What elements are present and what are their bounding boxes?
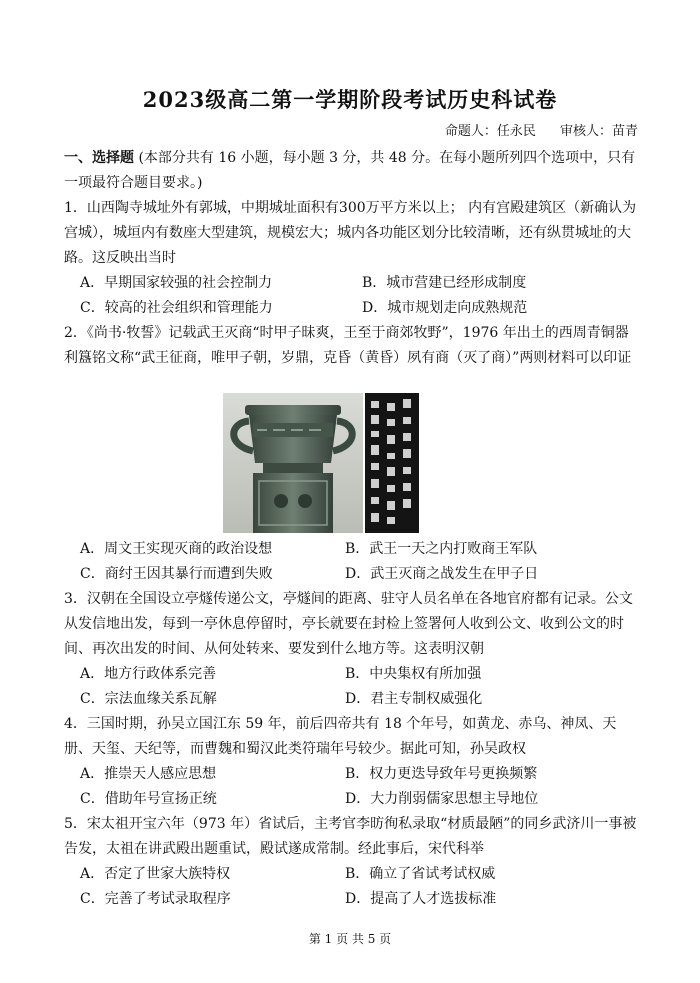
section-label: 一、选择题 xyxy=(64,150,134,166)
bronze-vessel-and-inscription-image xyxy=(223,393,419,533)
reviewer-name: 审核人：苗青 xyxy=(559,124,638,139)
question-4-options-row-2 xyxy=(80,787,640,812)
option-2d: D．武王灭商之战发生在甲子日 xyxy=(345,566,539,582)
option-2c: C．商纣王因其暴行而遭到失败 xyxy=(80,566,273,582)
question-1-options-row-1 xyxy=(80,271,640,296)
exam-title: 2023级高二第一学期阶段考试历史科试卷 xyxy=(142,87,558,112)
option-4b: B．权力更迭导致年号更换频繁 xyxy=(345,766,538,782)
question-4-stem: 4．三国时期，孙吴立国江东 59 年，前后四帝共有 18 个年号，如黄龙、赤乌、神凤、天册、天玺、天纪等，而曹魏和蜀汉此类符瑞年号较少。据此可知，孙吴政权 xyxy=(64,716,617,757)
option-3d: D．君主专制权威强化 xyxy=(345,691,483,707)
question-1-options-row-2 xyxy=(80,296,640,321)
option-3a: A．地方行政体系完善 xyxy=(80,666,217,682)
authors-line xyxy=(425,120,638,139)
question-5-options-row-2 xyxy=(80,887,640,912)
question-2-options-row-1 xyxy=(80,537,640,562)
option-5b: B．确立了省试考试权威 xyxy=(345,866,496,882)
question-3-options-row-2 xyxy=(80,687,640,712)
option-1d: D．城市规划走向成熟规范 xyxy=(362,300,528,316)
option-1a: A．早期国家较强的社会控制力 xyxy=(80,275,273,291)
option-5c: C．完善了考试录取程序 xyxy=(80,891,231,907)
option-5d: D．提高了人才选拔标准 xyxy=(345,891,497,907)
option-4d: D．大力削弱儒家思想主导地位 xyxy=(345,791,539,807)
question-3-options-row-1 xyxy=(80,662,640,687)
question-5-stem: 5．宋太祖开宝六年（973 年）省试后，主考官李昉徇私录取“材质最陋”的同乡武济川一事被告发，太祖在讲武殿出题重试，殿试遂成常制。经此事后，宋代科举 xyxy=(64,816,637,857)
question-4-options-row-1 xyxy=(80,762,640,787)
option-3b: B．中央集权有所加强 xyxy=(345,666,482,682)
option-2a: A．周文王实现灭商的政治设想 xyxy=(80,541,273,557)
question-2-options-row-2 xyxy=(80,562,640,587)
section-instructions: (本部分共有 16 小题，每小题 3 分，共 48 分。在每小题所列四个选项中，只有一项最符合题目要求。) xyxy=(64,150,636,191)
option-1c: C．较高的社会组织和管理能力 xyxy=(80,300,273,316)
page-number: 第 1 页 共 5 页 xyxy=(308,932,392,946)
option-5a: A．否定了世家大族特权 xyxy=(80,866,231,882)
question-3-stem: 3．汉朝在全国设立亭燧传递公文，亭燧间的距离、驻守人员名单在各地官府都有记录。公文从发信地出发，每到一亭休息停留时，亭长就要在封检上签署何人收到公文、收到公文的时间、再次出发的时间、从何处转来、要发到什么地方等。这表明汉朝 xyxy=(64,591,633,657)
section-heading xyxy=(64,146,642,196)
setter-name: 命题人：任永民 xyxy=(444,124,536,139)
option-2b: B．武王一天之内打败商王军队 xyxy=(345,541,538,557)
li-gui-bronze-figure xyxy=(223,393,419,533)
option-4c: C．借助年号宣扬正统 xyxy=(80,791,217,807)
question-1-stem: 1．山西陶寺城址外有郭城，中期城址面积有300万平方米以上； 内有宫殿建筑区（新确认为宫城），城垣内有数座大型建筑，规模宏大；城内各功能区划分比较清晰，还有纵贯城址的大路。这反映出当时 xyxy=(64,200,637,266)
option-1b: B．城市营建已经形成制度 xyxy=(362,275,527,291)
option-4a: A．推崇天人感应思想 xyxy=(80,766,217,782)
option-3c: C．宗法血缘关系瓦解 xyxy=(80,691,217,707)
question-2-stem: 2．《尚书·牧誓》记载武王灭商“时甲子昧爽，王至于商郊牧野”，1976 年出土的西周青铜器利簋铭文称“武王征商，唯甲子朝，岁鼎，克昏（黄昏）夙有商（灭了商）”两则材料可以印证 xyxy=(64,325,632,366)
question-5-options-row-1 xyxy=(80,862,640,887)
